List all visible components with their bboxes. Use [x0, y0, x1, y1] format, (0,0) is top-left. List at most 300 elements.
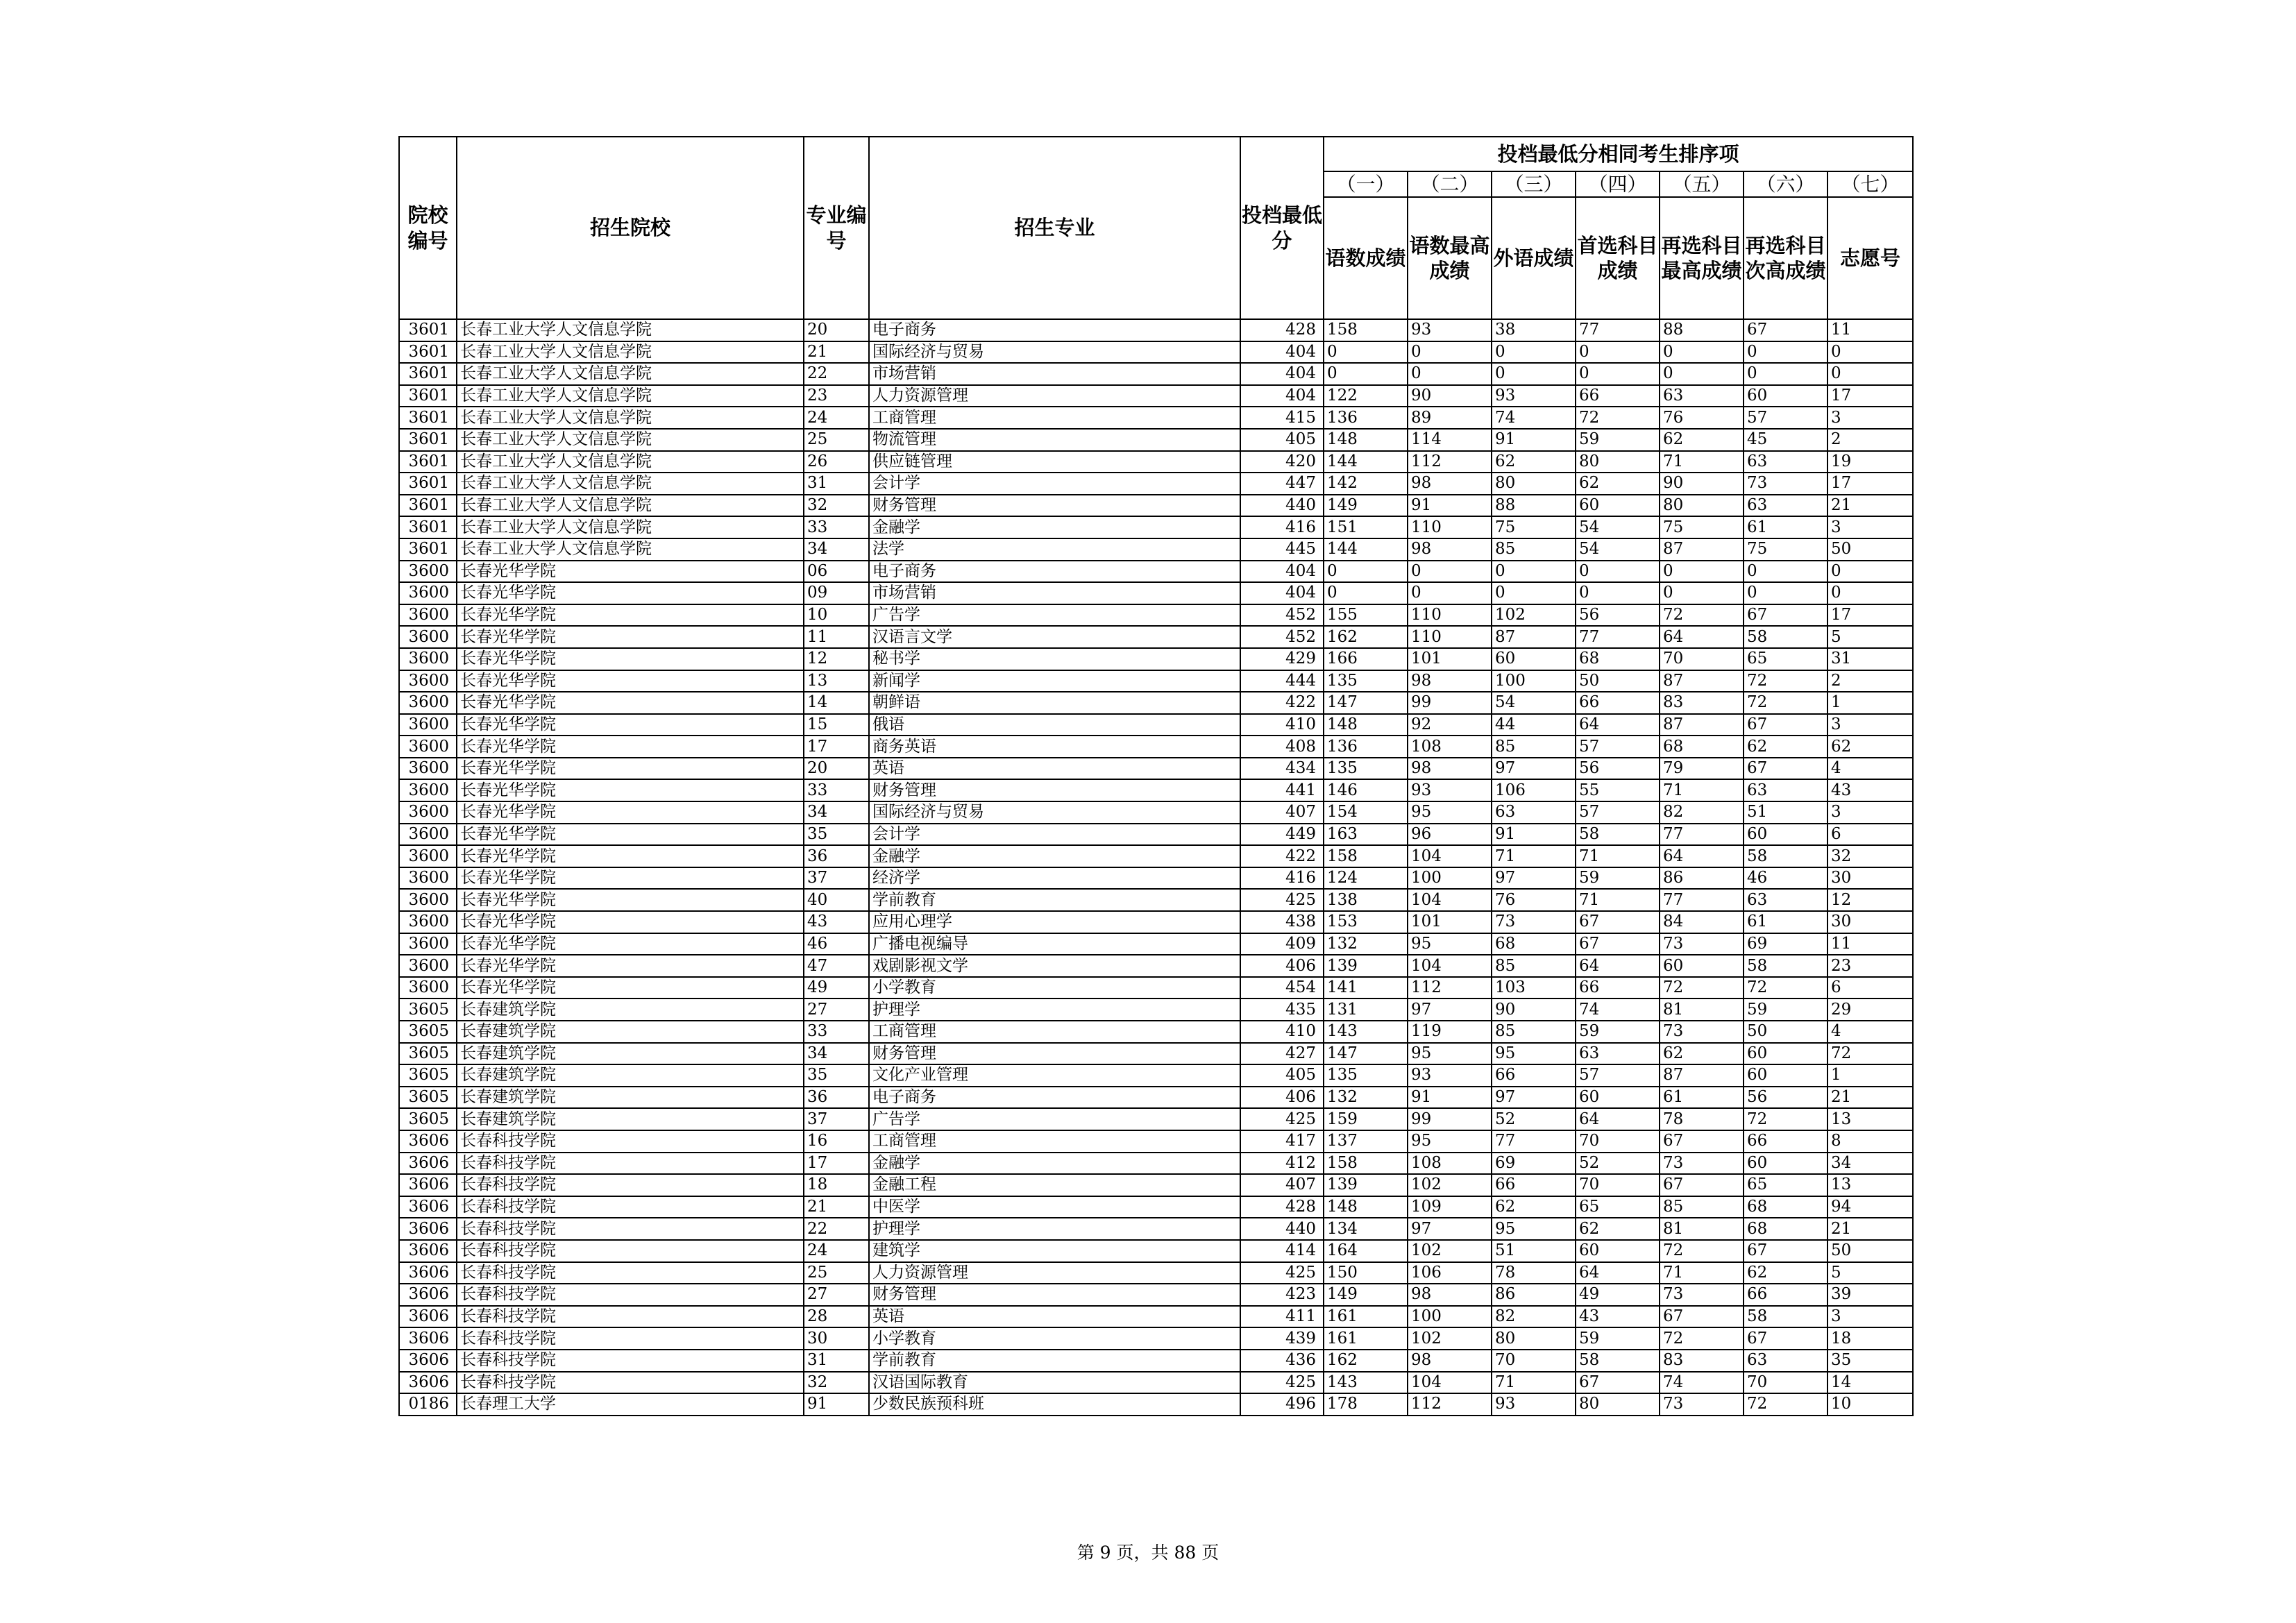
major-cell: 金融工程	[869, 1174, 1240, 1196]
elective-second-cell: 59	[1744, 999, 1827, 1021]
elective-second-cell: 72	[1744, 977, 1827, 999]
chinese-math-cell: 138	[1324, 889, 1408, 911]
chinese-math-max-cell: 104	[1408, 955, 1492, 977]
major-code-cell: 46	[804, 933, 869, 955]
school-code-cell: 3606	[399, 1240, 457, 1262]
elective-second-cell: 0	[1744, 561, 1827, 583]
table-row	[399, 1108, 1913, 1130]
elective-second-cell: 62	[1744, 1262, 1827, 1284]
major-code-cell: 26	[804, 451, 869, 473]
school-code-cell: 3606	[399, 1327, 457, 1350]
elective-second-cell: 66	[1744, 1130, 1827, 1153]
choice-number-cell: 18	[1827, 1327, 1913, 1350]
school-cell: 长春光华学院	[457, 648, 804, 670]
header-order-7: （七）	[1827, 171, 1913, 197]
major-code-cell: 35	[804, 824, 869, 846]
chinese-math-max-cell: 110	[1408, 604, 1492, 627]
table-row	[399, 1021, 1913, 1043]
chinese-math-max-cell: 98	[1408, 670, 1492, 692]
first-subject-cell: 59	[1576, 1327, 1660, 1350]
first-subject-cell: 62	[1576, 473, 1660, 495]
chinese-math-cell: 135	[1324, 670, 1408, 692]
elective-second-cell: 51	[1744, 801, 1827, 824]
major-cell: 人力资源管理	[869, 385, 1240, 407]
first-subject-cell: 60	[1576, 1087, 1660, 1109]
min-score-cell: 408	[1240, 736, 1324, 758]
min-score-cell: 452	[1240, 604, 1324, 627]
min-score-cell: 439	[1240, 1327, 1324, 1350]
table-row	[399, 1262, 1913, 1284]
chinese-math-max-cell: 104	[1408, 889, 1492, 911]
chinese-math-cell: 132	[1324, 933, 1408, 955]
school-code-cell: 3600	[399, 736, 457, 758]
elective-highest-cell: 84	[1660, 911, 1744, 933]
school-cell: 长春建筑学院	[457, 1064, 804, 1087]
table-row	[399, 626, 1913, 648]
header-major-code: 专业编号	[804, 137, 869, 319]
school-cell: 长春光华学院	[457, 670, 804, 692]
choice-number-cell: 72	[1827, 1043, 1913, 1065]
foreign-language-cell: 95	[1492, 1043, 1576, 1065]
chinese-math-max-cell: 98	[1408, 1350, 1492, 1372]
elective-second-cell: 72	[1744, 1108, 1827, 1130]
first-subject-cell: 66	[1576, 977, 1660, 999]
school-cell: 长春工业大学人文信息学院	[457, 473, 804, 495]
school-cell: 长春光华学院	[457, 582, 804, 604]
chinese-math-max-cell: 104	[1408, 845, 1492, 867]
major-cell: 护理学	[869, 999, 1240, 1021]
first-subject-cell: 56	[1576, 758, 1660, 780]
major-cell: 广告学	[869, 1108, 1240, 1130]
major-code-cell: 34	[804, 1043, 869, 1065]
chinese-math-max-cell: 100	[1408, 867, 1492, 890]
header-order-4: （四）	[1576, 171, 1660, 197]
major-code-cell: 31	[804, 1350, 869, 1372]
school-code-cell: 3606	[399, 1130, 457, 1153]
foreign-language-cell: 74	[1492, 407, 1576, 429]
foreign-language-cell: 97	[1492, 1087, 1576, 1109]
school-code-cell: 3601	[399, 319, 457, 341]
elective-highest-cell: 86	[1660, 867, 1744, 890]
elective-second-cell: 75	[1744, 538, 1827, 561]
table-row	[399, 1306, 1913, 1328]
foreign-language-cell: 63	[1492, 801, 1576, 824]
first-subject-cell: 71	[1576, 845, 1660, 867]
chinese-math-max-cell: 102	[1408, 1240, 1492, 1262]
school-code-cell: 3600	[399, 867, 457, 890]
min-score-cell: 422	[1240, 692, 1324, 714]
elective-second-cell: 60	[1744, 385, 1827, 407]
school-code-cell: 3605	[399, 1108, 457, 1130]
choice-number-cell: 17	[1827, 473, 1913, 495]
header-min-score: 投档最低分	[1240, 137, 1324, 319]
table-row	[399, 516, 1913, 538]
elective-highest-cell: 73	[1660, 1393, 1744, 1416]
min-score-cell: 496	[1240, 1393, 1324, 1416]
choice-number-cell: 10	[1827, 1393, 1913, 1416]
elective-second-cell: 72	[1744, 692, 1827, 714]
school-cell: 长春工业大学人文信息学院	[457, 363, 804, 385]
min-score-cell: 417	[1240, 1130, 1324, 1153]
header-criterion-elective-second: 再选科目次高成绩	[1744, 197, 1827, 319]
chinese-math-max-cell: 98	[1408, 1284, 1492, 1306]
major-code-cell: 24	[804, 407, 869, 429]
major-code-cell: 91	[804, 1393, 869, 1416]
school-cell: 长春工业大学人文信息学院	[457, 538, 804, 561]
table-row	[399, 341, 1913, 364]
min-score-cell: 420	[1240, 451, 1324, 473]
elective-highest-cell: 76	[1660, 407, 1744, 429]
chinese-math-max-cell: 96	[1408, 824, 1492, 846]
chinese-math-cell: 155	[1324, 604, 1408, 627]
table-row	[399, 1284, 1913, 1306]
elective-second-cell: 65	[1744, 648, 1827, 670]
foreign-language-cell: 97	[1492, 758, 1576, 780]
first-subject-cell: 68	[1576, 648, 1660, 670]
elective-highest-cell: 73	[1660, 1021, 1744, 1043]
table-row	[399, 1218, 1913, 1240]
elective-highest-cell: 60	[1660, 955, 1744, 977]
choice-number-cell: 0	[1827, 341, 1913, 364]
foreign-language-cell: 106	[1492, 779, 1576, 801]
first-subject-cell: 72	[1576, 407, 1660, 429]
min-score-cell: 425	[1240, 889, 1324, 911]
first-subject-cell: 67	[1576, 1372, 1660, 1394]
chinese-math-cell: 139	[1324, 955, 1408, 977]
table-row	[399, 670, 1913, 692]
chinese-math-cell: 153	[1324, 911, 1408, 933]
table-row	[399, 999, 1913, 1021]
elective-highest-cell: 81	[1660, 999, 1744, 1021]
min-score-cell: 429	[1240, 648, 1324, 670]
choice-number-cell: 39	[1827, 1284, 1913, 1306]
elective-second-cell: 67	[1744, 1240, 1827, 1262]
table-row	[399, 867, 1913, 890]
school-code-cell: 3606	[399, 1262, 457, 1284]
major-cell: 市场营销	[869, 582, 1240, 604]
major-code-cell: 23	[804, 385, 869, 407]
school-cell: 长春光华学院	[457, 867, 804, 890]
chinese-math-cell: 158	[1324, 319, 1408, 341]
chinese-math-cell: 136	[1324, 407, 1408, 429]
school-code-cell: 3605	[399, 1043, 457, 1065]
chinese-math-cell: 149	[1324, 1284, 1408, 1306]
elective-second-cell: 61	[1744, 516, 1827, 538]
major-code-cell: 14	[804, 692, 869, 714]
elective-second-cell: 60	[1744, 1064, 1827, 1087]
choice-number-cell: 1	[1827, 1064, 1913, 1087]
school-code-cell: 3605	[399, 1064, 457, 1087]
school-code-cell: 3600	[399, 889, 457, 911]
chinese-math-max-cell: 114	[1408, 429, 1492, 451]
choice-number-cell: 17	[1827, 385, 1913, 407]
foreign-language-cell: 52	[1492, 1108, 1576, 1130]
chinese-math-cell: 0	[1324, 561, 1408, 583]
table-row	[399, 824, 1913, 846]
min-score-cell: 440	[1240, 495, 1324, 517]
major-cell: 财务管理	[869, 779, 1240, 801]
school-cell: 长春建筑学院	[457, 999, 804, 1021]
min-score-cell: 425	[1240, 1108, 1324, 1130]
foreign-language-cell: 54	[1492, 692, 1576, 714]
foreign-language-cell: 80	[1492, 473, 1576, 495]
elective-second-cell: 73	[1744, 473, 1827, 495]
major-cell: 工商管理	[869, 1021, 1240, 1043]
major-cell: 护理学	[869, 1218, 1240, 1240]
elective-highest-cell: 73	[1660, 1153, 1744, 1175]
chinese-math-cell: 166	[1324, 648, 1408, 670]
elective-highest-cell: 77	[1660, 889, 1744, 911]
major-cell: 财务管理	[869, 1284, 1240, 1306]
first-subject-cell: 60	[1576, 1240, 1660, 1262]
major-code-cell: 30	[804, 1327, 869, 1350]
chinese-math-max-cell: 93	[1408, 779, 1492, 801]
choice-number-cell: 21	[1827, 495, 1913, 517]
chinese-math-cell: 150	[1324, 1262, 1408, 1284]
school-cell: 长春工业大学人文信息学院	[457, 341, 804, 364]
choice-number-cell: 6	[1827, 977, 1913, 999]
chinese-math-max-cell: 119	[1408, 1021, 1492, 1043]
foreign-language-cell: 51	[1492, 1240, 1576, 1262]
chinese-math-cell: 164	[1324, 1240, 1408, 1262]
first-subject-cell: 55	[1576, 779, 1660, 801]
major-code-cell: 09	[804, 582, 869, 604]
elective-highest-cell: 83	[1660, 1350, 1744, 1372]
table-row	[399, 604, 1913, 627]
major-cell: 学前教育	[869, 1350, 1240, 1372]
school-code-cell: 3601	[399, 341, 457, 364]
table-body	[399, 319, 1913, 1416]
school-cell: 长春光华学院	[457, 626, 804, 648]
first-subject-cell: 58	[1576, 824, 1660, 846]
major-cell: 朝鲜语	[869, 692, 1240, 714]
elective-second-cell: 72	[1744, 670, 1827, 692]
major-code-cell: 12	[804, 648, 869, 670]
major-cell: 物流管理	[869, 429, 1240, 451]
major-code-cell: 34	[804, 801, 869, 824]
header-school-code: 院校编号	[399, 137, 457, 319]
major-code-cell: 31	[804, 473, 869, 495]
min-score-cell: 406	[1240, 1087, 1324, 1109]
school-code-cell: 3600	[399, 714, 457, 736]
foreign-language-cell: 69	[1492, 1153, 1576, 1175]
min-score-cell: 410	[1240, 1021, 1324, 1043]
min-score-cell: 416	[1240, 516, 1324, 538]
chinese-math-max-cell: 104	[1408, 1372, 1492, 1394]
school-cell: 长春科技学院	[457, 1196, 804, 1218]
choice-number-cell: 4	[1827, 1021, 1913, 1043]
school-code-cell: 3606	[399, 1174, 457, 1196]
major-cell: 广告学	[869, 604, 1240, 627]
table-row	[399, 1327, 1913, 1350]
major-cell: 小学教育	[869, 977, 1240, 999]
foreign-language-cell: 68	[1492, 933, 1576, 955]
foreign-language-cell: 71	[1492, 845, 1576, 867]
choice-number-cell: 50	[1827, 1240, 1913, 1262]
major-cell: 供应链管理	[869, 451, 1240, 473]
table-row	[399, 1240, 1913, 1262]
foreign-language-cell: 75	[1492, 516, 1576, 538]
major-code-cell: 17	[804, 1153, 869, 1175]
first-subject-cell: 0	[1576, 561, 1660, 583]
major-cell: 人力资源管理	[869, 1262, 1240, 1284]
major-code-cell: 33	[804, 516, 869, 538]
elective-highest-cell: 72	[1660, 977, 1744, 999]
school-code-cell: 3600	[399, 758, 457, 780]
elective-highest-cell: 71	[1660, 779, 1744, 801]
major-code-cell: 11	[804, 626, 869, 648]
elective-second-cell: 70	[1744, 1372, 1827, 1394]
major-code-cell: 35	[804, 1064, 869, 1087]
chinese-math-cell: 144	[1324, 538, 1408, 561]
chinese-math-cell: 162	[1324, 626, 1408, 648]
major-cell: 汉语言文学	[869, 626, 1240, 648]
school-code-cell: 3606	[399, 1350, 457, 1372]
elective-second-cell: 50	[1744, 1021, 1827, 1043]
first-subject-cell: 80	[1576, 1393, 1660, 1416]
school-code-cell: 3601	[399, 495, 457, 517]
foreign-language-cell: 78	[1492, 1262, 1576, 1284]
school-code-cell: 3600	[399, 845, 457, 867]
major-cell: 小学教育	[869, 1327, 1240, 1350]
table-row	[399, 845, 1913, 867]
chinese-math-cell: 151	[1324, 516, 1408, 538]
first-subject-cell: 62	[1576, 1218, 1660, 1240]
first-subject-cell: 70	[1576, 1130, 1660, 1153]
major-code-cell: 15	[804, 714, 869, 736]
major-code-cell: 13	[804, 670, 869, 692]
school-code-cell: 3600	[399, 626, 457, 648]
major-cell: 学前教育	[869, 889, 1240, 911]
admission-score-table	[398, 136, 1914, 1416]
school-cell: 长春光华学院	[457, 845, 804, 867]
foreign-language-cell: 0	[1492, 582, 1576, 604]
chinese-math-cell: 146	[1324, 779, 1408, 801]
chinese-math-cell: 162	[1324, 1350, 1408, 1372]
elective-second-cell: 67	[1744, 319, 1827, 341]
foreign-language-cell: 103	[1492, 977, 1576, 999]
min-score-cell: 454	[1240, 977, 1324, 999]
min-score-cell: 415	[1240, 407, 1324, 429]
major-code-cell: 20	[804, 319, 869, 341]
first-subject-cell: 54	[1576, 516, 1660, 538]
first-subject-cell: 0	[1576, 341, 1660, 364]
elective-second-cell: 63	[1744, 495, 1827, 517]
choice-number-cell: 3	[1827, 516, 1913, 538]
elective-highest-cell: 0	[1660, 363, 1744, 385]
chinese-math-cell: 0	[1324, 363, 1408, 385]
choice-number-cell: 2	[1827, 429, 1913, 451]
elective-second-cell: 46	[1744, 867, 1827, 890]
elective-highest-cell: 85	[1660, 1196, 1744, 1218]
elective-highest-cell: 87	[1660, 670, 1744, 692]
first-subject-cell: 0	[1576, 363, 1660, 385]
min-score-cell: 404	[1240, 363, 1324, 385]
major-code-cell: 33	[804, 1021, 869, 1043]
school-cell: 长春光华学院	[457, 824, 804, 846]
table-row	[399, 561, 1913, 583]
chinese-math-max-cell: 112	[1408, 451, 1492, 473]
foreign-language-cell: 95	[1492, 1218, 1576, 1240]
table-row	[399, 977, 1913, 999]
school-cell: 长春光华学院	[457, 933, 804, 955]
school-cell: 长春工业大学人文信息学院	[457, 516, 804, 538]
table-row	[399, 933, 1913, 955]
elective-highest-cell: 0	[1660, 582, 1744, 604]
chinese-math-cell: 141	[1324, 977, 1408, 999]
elective-highest-cell: 0	[1660, 561, 1744, 583]
elective-highest-cell: 87	[1660, 714, 1744, 736]
header-criterion-first-subject: 首选科目成绩	[1576, 197, 1660, 319]
school-code-cell: 3601	[399, 429, 457, 451]
chinese-math-cell: 0	[1324, 582, 1408, 604]
choice-number-cell: 34	[1827, 1153, 1913, 1175]
major-code-cell: 16	[804, 1130, 869, 1153]
chinese-math-max-cell: 92	[1408, 714, 1492, 736]
major-code-cell: 47	[804, 955, 869, 977]
choice-number-cell: 14	[1827, 1372, 1913, 1394]
first-subject-cell: 0	[1576, 582, 1660, 604]
chinese-math-max-cell: 0	[1408, 363, 1492, 385]
school-cell: 长春科技学院	[457, 1306, 804, 1328]
min-score-cell: 407	[1240, 801, 1324, 824]
major-cell: 经济学	[869, 867, 1240, 890]
choice-number-cell: 3	[1827, 407, 1913, 429]
major-code-cell: 21	[804, 1196, 869, 1218]
foreign-language-cell: 0	[1492, 363, 1576, 385]
school-code-cell: 3600	[399, 648, 457, 670]
first-subject-cell: 70	[1576, 1174, 1660, 1196]
major-cell: 少数民族预科班	[869, 1393, 1240, 1416]
min-score-cell: 406	[1240, 955, 1324, 977]
major-cell: 英语	[869, 758, 1240, 780]
major-code-cell: 22	[804, 363, 869, 385]
header-order-2: （二）	[1408, 171, 1492, 197]
school-code-cell: 3601	[399, 363, 457, 385]
min-score-cell: 407	[1240, 1174, 1324, 1196]
school-code-cell: 3606	[399, 1153, 457, 1175]
school-code-cell: 3606	[399, 1218, 457, 1240]
school-code-cell: 3606	[399, 1306, 457, 1328]
foreign-language-cell: 60	[1492, 648, 1576, 670]
foreign-language-cell: 82	[1492, 1306, 1576, 1328]
elective-second-cell: 63	[1744, 451, 1827, 473]
elective-second-cell: 60	[1744, 1153, 1827, 1175]
elective-highest-cell: 72	[1660, 1240, 1744, 1262]
table-row	[399, 1174, 1913, 1196]
school-code-cell: 3605	[399, 1087, 457, 1109]
elective-second-cell: 58	[1744, 1306, 1827, 1328]
foreign-language-cell: 88	[1492, 495, 1576, 517]
elective-highest-cell: 64	[1660, 845, 1744, 867]
major-code-cell: 34	[804, 538, 869, 561]
choice-number-cell: 19	[1827, 451, 1913, 473]
school-code-cell: 3601	[399, 451, 457, 473]
school-cell: 长春科技学院	[457, 1240, 804, 1262]
chinese-math-max-cell: 93	[1408, 1064, 1492, 1087]
chinese-math-cell: 144	[1324, 451, 1408, 473]
min-score-cell: 422	[1240, 845, 1324, 867]
elective-second-cell: 63	[1744, 889, 1827, 911]
first-subject-cell: 50	[1576, 670, 1660, 692]
table-row	[399, 451, 1913, 473]
choice-number-cell: 11	[1827, 319, 1913, 341]
foreign-language-cell: 91	[1492, 824, 1576, 846]
elective-highest-cell: 87	[1660, 1064, 1744, 1087]
min-score-cell: 416	[1240, 867, 1324, 890]
school-code-cell: 3600	[399, 604, 457, 627]
school-cell: 长春光华学院	[457, 955, 804, 977]
